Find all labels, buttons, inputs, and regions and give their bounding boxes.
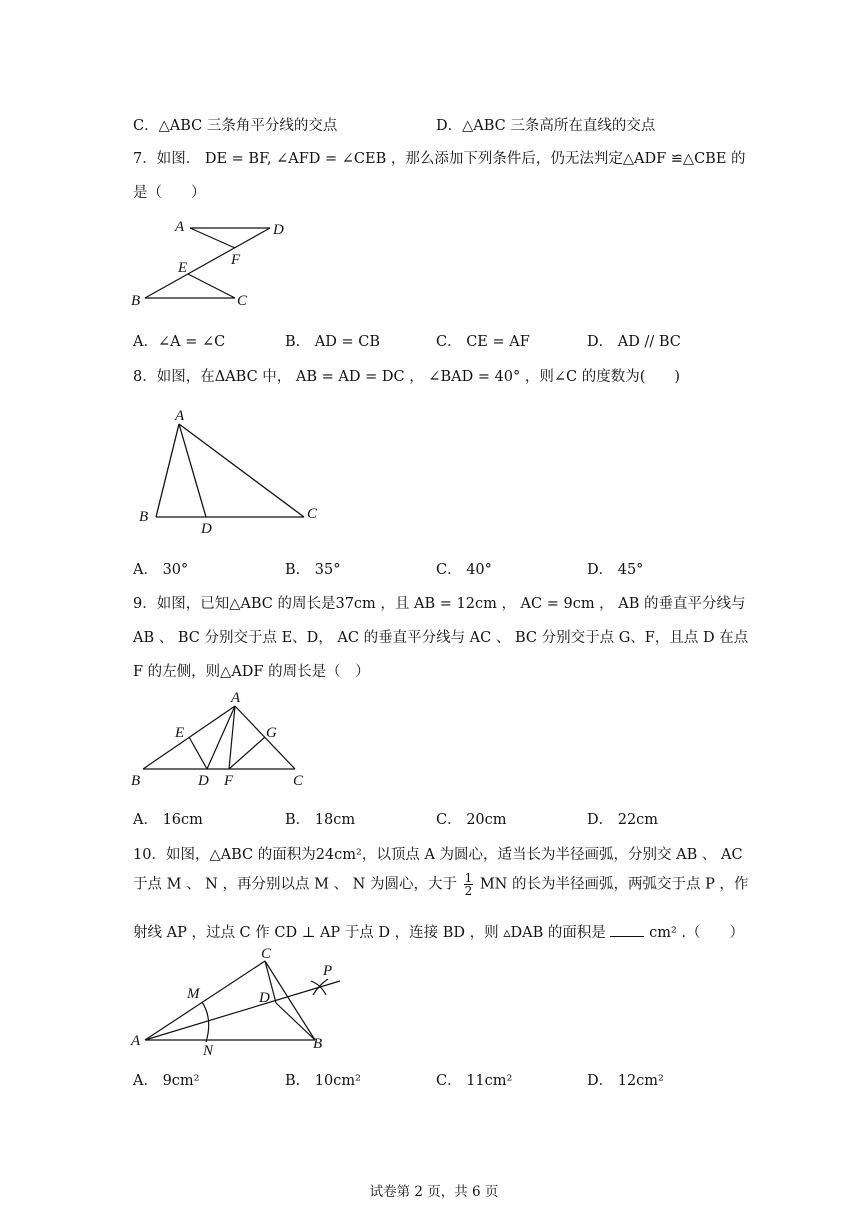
q9-option-b: B． 18cm [285, 812, 356, 828]
q10-fraction-numerator: 1 [464, 871, 473, 885]
q10-text-line2-pre: 于点 M 、 N ，再分别以点 M 、 N 为圆心，大于 [133, 876, 457, 893]
q8-text-line1: 8．如图，在ΔABC 中， AB = AD = DC ， ∠BAD = 40° ，则∠C 的度数为( ) [133, 369, 681, 385]
q10-label-b: B [313, 1036, 323, 1052]
q7-text-line2: 是（ ） [133, 185, 206, 201]
q7-text-line1: 7．如图． DE = BF, ∠AFD = ∠CEB ，那么添加下列条件后，仍无法判定△ADF ≌△CBE 的 [133, 151, 746, 167]
q9-label-f: F [224, 773, 234, 789]
q10-label-n: N [203, 1043, 214, 1059]
q8-segment-ab [156, 424, 179, 517]
q7-label-f: F [231, 252, 241, 268]
q7-option-b: B． AD = CB [285, 334, 380, 350]
q10-label-c: C [261, 946, 272, 962]
q7-label-c: C [237, 293, 248, 309]
q9-label-e: E [175, 725, 185, 741]
q9-segment-af [229, 706, 235, 769]
q8-option-d: D． 45° [587, 562, 644, 578]
q10-text-line1: 10．如图，△ABC 的面积为24cm²，以顶点 A 为圆心，适当长为半径画弧，分别交 AB 、 AC [133, 847, 743, 863]
q9-option-d: D． 22cm [587, 812, 659, 828]
q10-option-c: C． 11cm² [436, 1073, 513, 1089]
q7-option-d: D． AD // BC [587, 334, 681, 350]
q7-label-b: B [131, 293, 141, 309]
q9-option-a: A． 16cm [133, 812, 203, 828]
q8-label-a: A [175, 408, 185, 424]
q10-text-line2-post: MN 的长为半径画弧，两弧交于点 P ，作 [479, 876, 749, 893]
q9-label-d: D [198, 773, 209, 789]
q10-text-line2 [133, 872, 748, 897]
q9-figure [125, 692, 315, 792]
q10-text-line3-post: cm² .（ ） [649, 925, 744, 941]
q10-figure [125, 945, 355, 1060]
q8-label-b: B [139, 509, 149, 525]
q10-label-d: D [259, 990, 270, 1006]
q7-label-a: A [175, 219, 185, 235]
q8-figure [130, 400, 330, 540]
q8-label-d: D [201, 521, 212, 537]
q7-segment-ec [188, 274, 235, 298]
q10-option-a: A． 9cm² [133, 1073, 200, 1089]
q10-option-d: D． 12cm² [587, 1073, 664, 1089]
q7-label-e: E [178, 260, 188, 276]
q7-segment-db [145, 228, 270, 298]
q10-fraction-denominator: 2 [464, 884, 473, 898]
q10-segment-cb [265, 961, 315, 1040]
q8-option-a: A． 30° [133, 562, 189, 578]
q8-segment-ad [179, 424, 206, 517]
q6-option-c: C．△ABC 三条角平分线的交点 [133, 118, 338, 134]
q9-segment-ed [189, 737, 207, 769]
q9-option-c: C． 20cm [436, 812, 507, 828]
q10-text-line3 [133, 921, 744, 942]
q7-segment-af [190, 228, 235, 248]
q9-text-line2: AB 、 BC 分别交于点 E、D， AC 的垂直平分线与 AC 、 BC 分别交于点 G、F，且点 D 在点 [133, 630, 749, 646]
q10-text-line3-pre: 射线 AP ，过点 C 作 CD ⊥ AP 于点 D ，连接 BD ，则 ▵DAB 的面积是 [133, 925, 606, 941]
q10-label-p: P [323, 963, 333, 979]
q9-text-line1: 9．如图，已知△ABC 的周长是37cm ，且 AB = 12cm ， AC = 9cm ， AB 的垂直平分线与 [133, 596, 746, 612]
q9-text-line3: F 的左侧，则△ADF 的周长是（ ） [133, 664, 370, 680]
q9-label-b: B [131, 773, 141, 789]
q8-option-b: B． 35° [285, 562, 341, 578]
q10-fraction-half [464, 872, 474, 897]
page-footer: 试卷第 2 页，共 6 页 [369, 1184, 499, 1200]
q9-label-a: A [231, 692, 241, 706]
q8-segment-ac [179, 424, 304, 517]
q7-label-d: D [273, 222, 284, 238]
q10-label-a: A [131, 1033, 141, 1049]
q6-option-d: D．△ABC 三条高所在直线的交点 [436, 118, 656, 134]
q7-option-c: C． CE = AF [436, 334, 530, 350]
q9-label-g: G [266, 725, 277, 741]
q7-option-a: A．∠A = ∠C [133, 334, 226, 350]
q10-option-b: B． 10cm² [285, 1073, 361, 1089]
q10-ray-ap [145, 981, 340, 1040]
q9-label-c: C [293, 773, 304, 789]
q10-label-m: M [187, 986, 200, 1002]
q8-option-c: C． 40° [436, 562, 492, 578]
q10-segment-ac [145, 961, 265, 1040]
q10-answer-blank [610, 924, 644, 937]
q7-figure [125, 212, 295, 312]
q9-segment-gf [229, 737, 265, 769]
q8-label-c: C [307, 506, 318, 522]
